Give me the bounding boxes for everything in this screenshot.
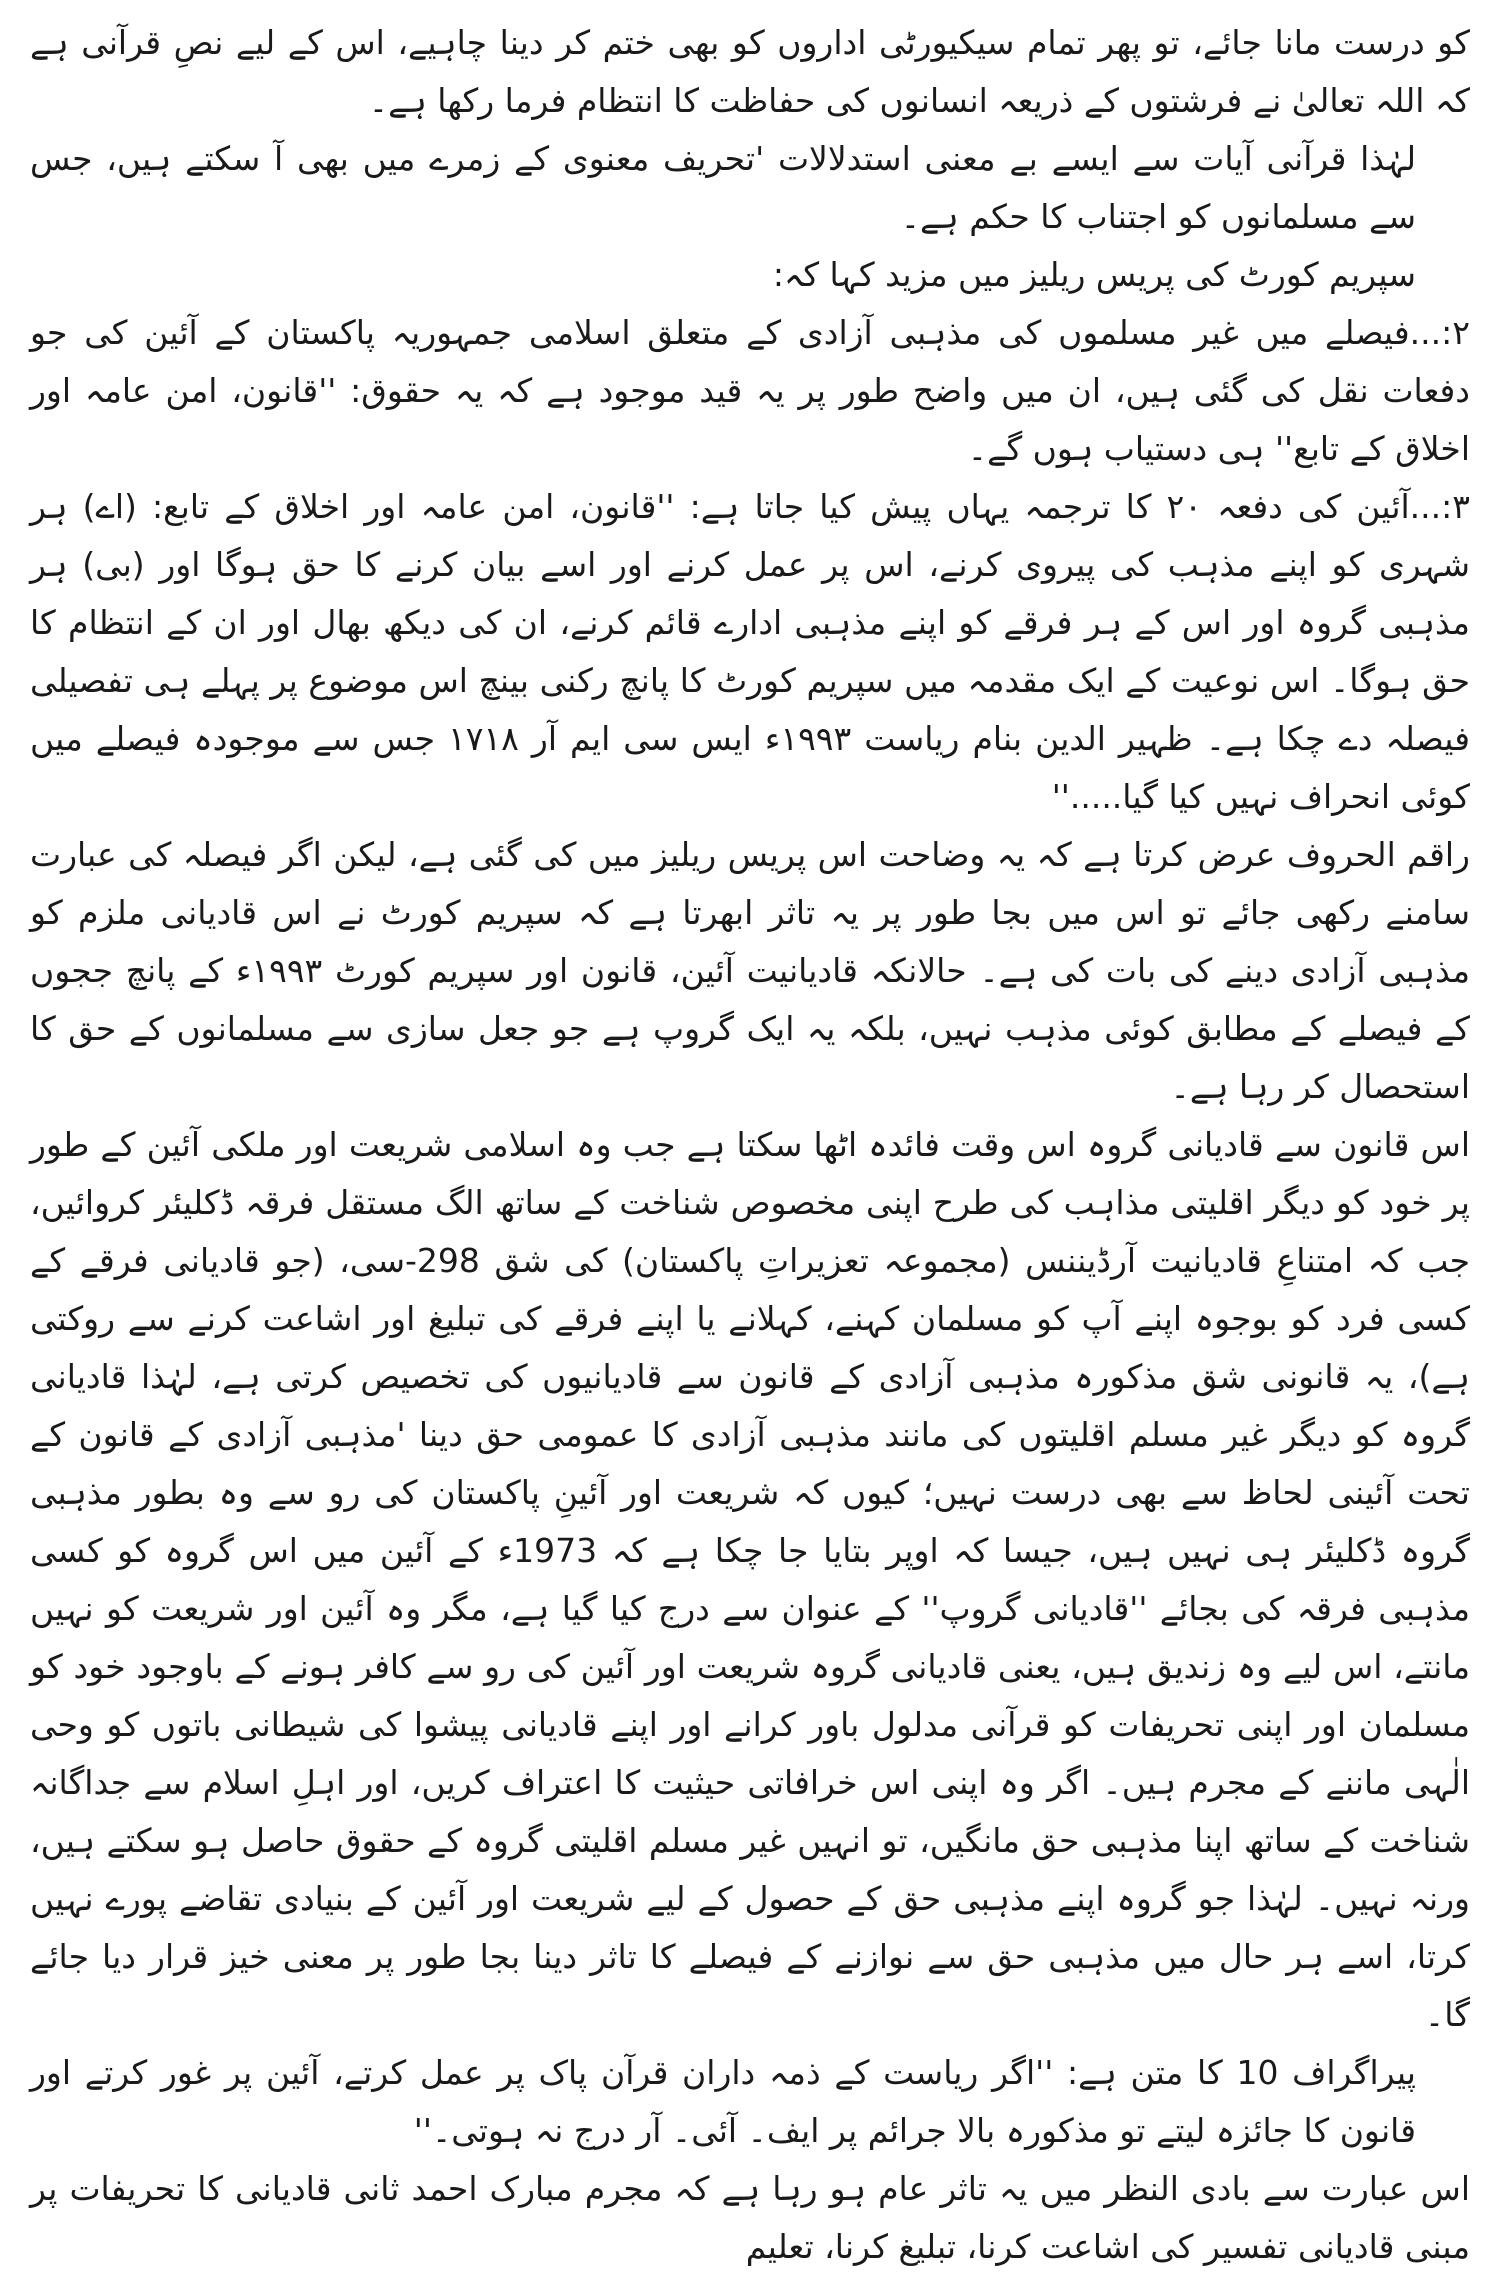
- paragraph-1: کو درست مانا جائے، تو پھر تمام سیکیورٹی اداروں کو بھی ختم کر دینا چاہیے، اس کے لیے نصِ قرآنی ہے کہ اللہ تعالیٰ نے فرشتوں کے ذریعہ انسانوں کی حفاظت کا انتظام فرما رکھا ہے۔: [30, 23, 1470, 120]
- paragraph-4: ۲:...فیصلے میں غیر مسلموں کی مذہبی آزادی کے متعلق اسلامی جمہوریہ پاکستان کے آئین کی جو دفعات نقل کی گئی ہیں، ان میں واضح طور پر یہ قید موجود ہے کہ یہ حقوق: ''قانون، امن عامہ اور اخلاق کے تابع'' ہی دستیاب ہوں گے۔: [30, 313, 1470, 468]
- paragraph-7: اس قانون سے قادیانی گروہ اس وقت فائدہ اٹھا سکتا ہے جب وہ اسلامی شریعت اور ملکی آئین کے طور پر خود کو دیگر اقلیتی مذاہب کی طرح اپنی مخصوص شناخت کے ساتھ الگ مستقل فرقہ ڈکلیئر کروائیں، جب کہ امتناعِ قادیانیت آرڈیننس (مجموعہ تعزیراتِ پاکستان) کی شق 298-سی، (جو قادیانی فرقے کے کسی فرد کو بوجوہ اپنے آپ کو مسلمان کہنے، کہلانے یا اپنے فرقے کی تبلیغ اور اشاعت کرنے سے روکتی ہے)، یہ قانونی شق مذکورہ مذہبی آزادی کے قانون سے قادیانیوں کی تخصیص کرتی ہے، لہٰذا قادیانی گروہ کو دیگر غیر مسلم اقلیتوں کی مانند مذہبی آزادی کا عمومی حق دینا 'مذہبی آزادی کے قانون کے تحت آئینی لحاظ سے بھی درست نہیں؛ کیوں کہ شریعت اور آئینِ پاکستان کی رو سے وہ بطور مذہبی گروہ ڈکلیئر ہی نہیں ہیں، جیسا کہ اوپر بتایا جا چکا ہے کہ 1973ء کے آئین میں اس گروہ کو کسی مذہبی فرقہ کی بجائے ''قادیانی گروپ'' کے عنوان سے درج کیا گیا ہے، مگر وہ آئین اور شریعت کو نہیں مانتے، اس لیے وہ زندیق ہیں، یعنی قادیانی گروہ شریعت اور آئین کی رو سے کافر ہونے کے باوجود خود کو مسلمان اور اپنی تحریفات کو قرآنی مدلول باور کرانے اور اپنے قادیانی پیشوا کی شیطانی باتوں کو وحی الٰہی ماننے کے مجرم ہیں۔ اگر وہ اپنی اس خرافاتی حیثیت کا اعتراف کریں، اور اہلِ اسلام سے جداگانہ شناخت کے ساتھ اپنا مذہبی حق مانگیں، تو انہیں غیر مسلم اقلیتی گروہ کے حقوق حاصل ہو سکتے ہیں، ورنہ نہیں۔ لہٰذا جو گروہ اپنے مذہبی حق کے حصول کے لیے شریعت اور آئین کے بنیادی تقاضے پورے نہیں کرتا، اسے ہر حال میں مذہبی حق سے نوازنے کے فیصلے کا تاثر دینا بجا طور پر معنی خیز قرار دیا جائے گا۔: [30, 1125, 1470, 2034]
- paragraph-5: ۳:...آئین کی دفعہ ۲۰ کا ترجمہ یہاں پیش کیا جاتا ہے: ''قانون، امن عامہ اور اخلاق کے تابع: (اے) ہر شہری کو اپنے مذہب کی پیروی کرنے، اس پر عمل کرنے اور اسے بیان کرنے کا حق ہوگا اور (بی) ہر مذہبی گروہ اور اس کے ہر فرقے کو اپنے مذہبی ادارے قائم کرنے، ان کی دیکھ بھال اور ان کے انتظام کا حق ہوگا۔ اس نوعیت کے ایک مقدمہ میں سپریم کورٹ کا پانچ رکنی بینچ اس موضوع پر پہلے ہی تفصیلی فیصلہ دے چکا ہے۔ ظہیر الدین بنام ریاست ۱۹۹۳ء ایس سی ایم آر ۱۷۱۸ جس سے موجودہ فیصلے میں کوئی انحراف نہیں کیا گیا.....'': [30, 487, 1471, 816]
- paragraph-2: لہٰذا قرآنی آیات سے ایسے بے معنی استدلالات 'تحریف معنوی کے زمرے میں بھی آ سکتے ہیں، جس سے مسلمانوں کو اجتناب کا حکم ہے۔: [30, 139, 1416, 236]
- paragraph-9: اس عبارت سے بادی النظر میں یہ تاثر عام ہو رہا ہے کہ مجرم مبارک احمد ثانی قادیانی کا تحریفات پر مبنی قادیانی تفسیر کی اشاعت کرنا، تبلیغ کرنا، تعلیم: [30, 2169, 1470, 2266]
- document-page: [30, 14, 1471, 2266]
- paragraph-6: راقم الحروف عرض کرتا ہے کہ یہ وضاحت اس پریس ریلیز میں کی گئی ہے، لیکن اگر فیصلہ کی عبارت سامنے رکھی جائے تو اس میں بجا طور پر یہ تاثر ابھرتا ہے کہ سپریم کورٹ نے اس قادیانی ملزم کو مذہبی آزادی دینے کی بات کی ہے۔ حالانکہ قادیانیت آئین، قانون اور سپریم کورٹ ۱۹۹۳ء کے پانچ ججوں کے فیصلے کے مطابق کوئی مذہب نہیں، بلکہ یہ ایک گروپ ہے جو جعل سازی سے مسلمانوں کے حق کا استحصال کر رہا ہے۔: [30, 835, 1471, 1106]
- paragraph-3: سپریم کورٹ کی پریس ریلیز میں مزید کہا کہ:: [772, 255, 1416, 294]
- paragraph-8: پیراگراف 10 کا متن ہے: ''اگر ریاست کے ذمہ داران قرآن پاک پر عمل کرتے، آئین پر غور کرتے اور قانون کا جائزہ لیتے تو مذکورہ بالا جرائم پر ایف۔ آئی۔ آر درج نہ ہوتی۔'': [30, 2053, 1416, 2150]
